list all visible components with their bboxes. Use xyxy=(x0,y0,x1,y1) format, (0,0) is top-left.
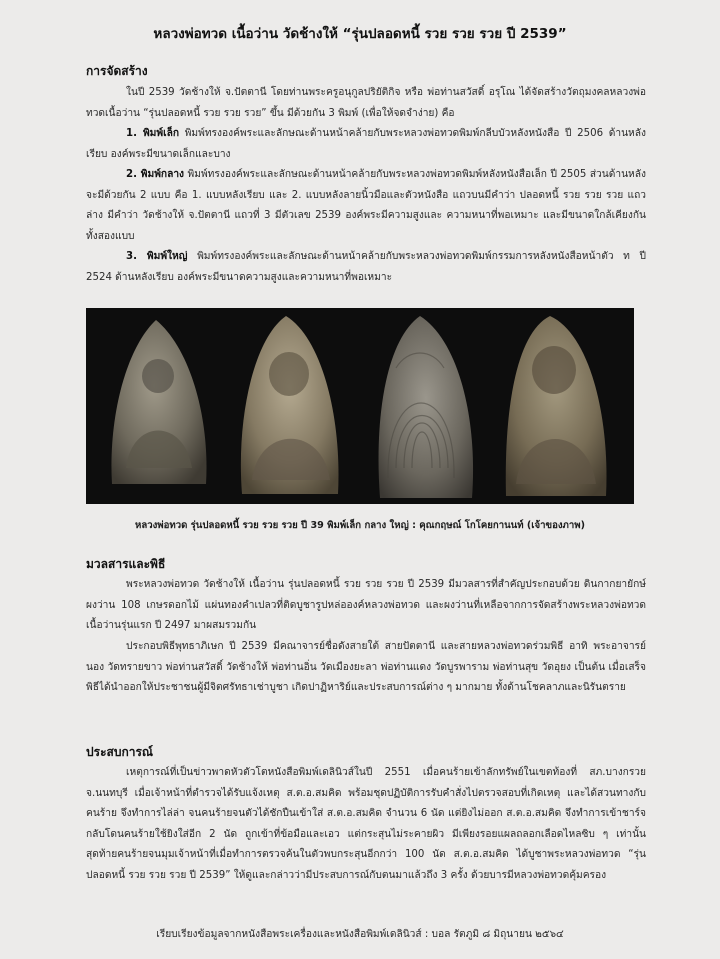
paragraph-small-mold: 1. พิมพ์เล็ก พิมพ์ทรงองค์พระและลักษณะด้านหน้าคล้ายกับพระหลวงพ่อทวดพิมพ์กลีบบัวหลังหนังสือ ปี 2506 ด้านหลังเรียบ องค์พระมีขนาดเล็กและบาง xyxy=(86,128,646,160)
paragraph-medium-mold: 2. พิมพ์กลาง พิมพ์ทรงองค์พระและลักษณะด้านหน้าคล้ายกับพระหลวงพ่อทวดพิมพ์หลังหนังสือเล็ก ปี 2505 ส่วนด้านหลังจะมีด้วยกัน 2 แบบ คือ 1. แบบหลังเรียบ และ 2. แบบหลังลายนิ้วมือและตัวหนังสือ แถวบนมีคำว่า ปลอดหนี้ รวย รวย รวย แถวล่าง มีคำว่า วัดช้างให้ จ.ปัตตานี แถวที่ 3 มีตัวเลข 2539 องค์พระมีความสูงและ ความหนาที่พอเหมาะ และมีขนาดใกล้เคียงกันทั้งสองแบบ xyxy=(86,169,646,242)
photo-caption: หลวงพ่อทวด รุ่นปลอดหนี้ รวย รวย รวย ปี 39 พิมพ์เล็ก กลาง ใหญ่ : คุณกฤษณ์ โกโคยกานนท์ (เจ้าของภาพ) xyxy=(135,520,585,531)
section-heading-experience: ประสบการณ์ xyxy=(86,745,154,759)
paragraph-experience: เหตุการณ์ที่เป็นข่าวพาดหัวตัวโตหนังสือพิมพ์เดลินิวส์ในปี 2551 เมื่อคนร้ายเข้าลักทรัพย์ในเขตท้องที่ สภ.บางกรวย จ.นนทบุรี เมื่อเจ้าหน้าที่ตำรวจได้รับแจ้งเหตุ ส.ต.อ.สมคิด พร้อมชุดปฏิบัติการรับคำสั่งไปตรวจสอบที่เกิดเหตุ และได้สวนทางกับคนร้าย จึงทำการไล่ล่า จนคนร้ายจนตัวได้ชักปืนเข้าใส่ ส.ต.อ.สมคิด จำนวน 6 นัด แต่ยิงไม่ออก ส.ต.อ.สมคิด จึงทำการเข้าชาร์จ กลับโดนคนร้ายใช้ยิงใส่อีก 2 นัด ถูกเข้าที่ข้อมือและเอว แต่กระสุนไม่ระคายผิว มีเพียงรอยแผลถลอกเลือดไหลซิบ ๆ เท่านั้น สุดท้ายคนร้ายจนมุมเจ้าหน้าที่เมื่อทำการตรวจค้นในตัวพบกระสุนอีกกว่า 100 นัด ส.ต.อ.สมคิด ได้บูชาพระหลวงพ่อทวด “รุ่นปลอดหนี้ รวย รวย รวย ปี 2539” ให้ดูและกล่าวว่ามีประสบการณ์กับตนมาแล้วถึง 3 ครั้ง ด้วยบารมีหลวงพ่อทวดคุ้มครอง xyxy=(86,767,646,881)
paragraph-ceremony: ประกอบพิธีพุทธาภิเษก ปี 2539 มีคณาจารย์ชื่อดังสายใต้ สายปัตตานี และสายหลวงพ่อทวดร่วมพิธี อาทิ พระอาจารย์นอง วัดทรายขาว พ่อท่านสวัสดิ์ วัดช้างให้ พ่อท่านอิ่น วัดเมืองยะลา พ่อท่านแดง วัดบูรพาราม พ่อท่านสุข วัดอุยง เป็นต้น เมื่อเสร็จพิธีได้นำออกให้ประชาชนผู้มีจิตศรัทธาเช่าบูชา เกิดปาฏิหาริย์และประสบการณ์ต่าง ๆ มากมาย ทั้งด้านโชคลาภและนิรันตราย xyxy=(86,641,646,694)
section-heading-creation: การจัดสร้าง xyxy=(86,64,148,78)
source-footer: เรียบเรียงข้อมูลจากหนังสือพระเครื่องและหนังสือพิมพ์เดลินิวส์ : บอล รัตภูมิ ๘ มิถุนายน ๒๕๖๔ xyxy=(156,929,564,940)
page-title: หลวงพ่อทวด เนื้อว่าน วัดช้างให้ “รุ่นปลอดหนี้ รวย รวย รวย ปี 2539” xyxy=(153,26,567,42)
paragraph-large-mold: 3. พิมพ์ใหญ่ พิมพ์ทรงองค์พระและลักษณะด้านหน้าคล้ายกับพระหลวงพ่อทวดพิมพ์กรรมการหลังหนังสือหน้าตัว ท ปี 2524 ด้านหลังเรียบ องค์พระมีขนาดความสูงและความหนาที่พอเหมาะ xyxy=(86,251,646,283)
label-large-mold: 3. พิมพ์ใหญ่ xyxy=(126,251,188,262)
section-heading-materials: มวลสารและพิธี xyxy=(86,557,166,571)
amulet-photo xyxy=(86,308,634,504)
paragraph: ในปี 2539 วัดช้างให้ จ.ปัตตานี โดยท่านพระครูอนุกูลปริยัติกิจ หรือ พ่อท่านสวัสดิ์ อรุโณ ได้จัดสร้างวัตถุมงคลหลวงพ่อทวดเนื้อว่าน “รุ่นปลอดหนี้ รวย รวย รวย” ขึ้น มีด้วยกัน 3 พิมพ์ (เพื่อให้จดจำง่าย) คือ xyxy=(86,87,646,119)
label-small-mold: 1. พิมพ์เล็ก xyxy=(126,128,179,139)
label-medium-mold: 2. พิมพ์กลาง xyxy=(126,169,185,180)
paragraph-materials: พระหลวงพ่อทวด วัดช้างให้ เนื้อว่าน รุ่นปลอดหนี้ รวย รวย รวย ปี 2539 มีมวลสารที่สำคัญประกอบด้วย ดินกากยายักษ์ ผงว่าน 108 เกษรดอกไม้ แผ่นทองคำเปลวที่ติดบูชารูปหล่อองค์หลวงพ่อทวด และผงว่านที่เหลือจากการจัดสร้างพระหลวงพ่อทวดเนื้อว่านรุ่นแรก ปี 2497 มาผสมรวมกัน xyxy=(86,579,646,632)
